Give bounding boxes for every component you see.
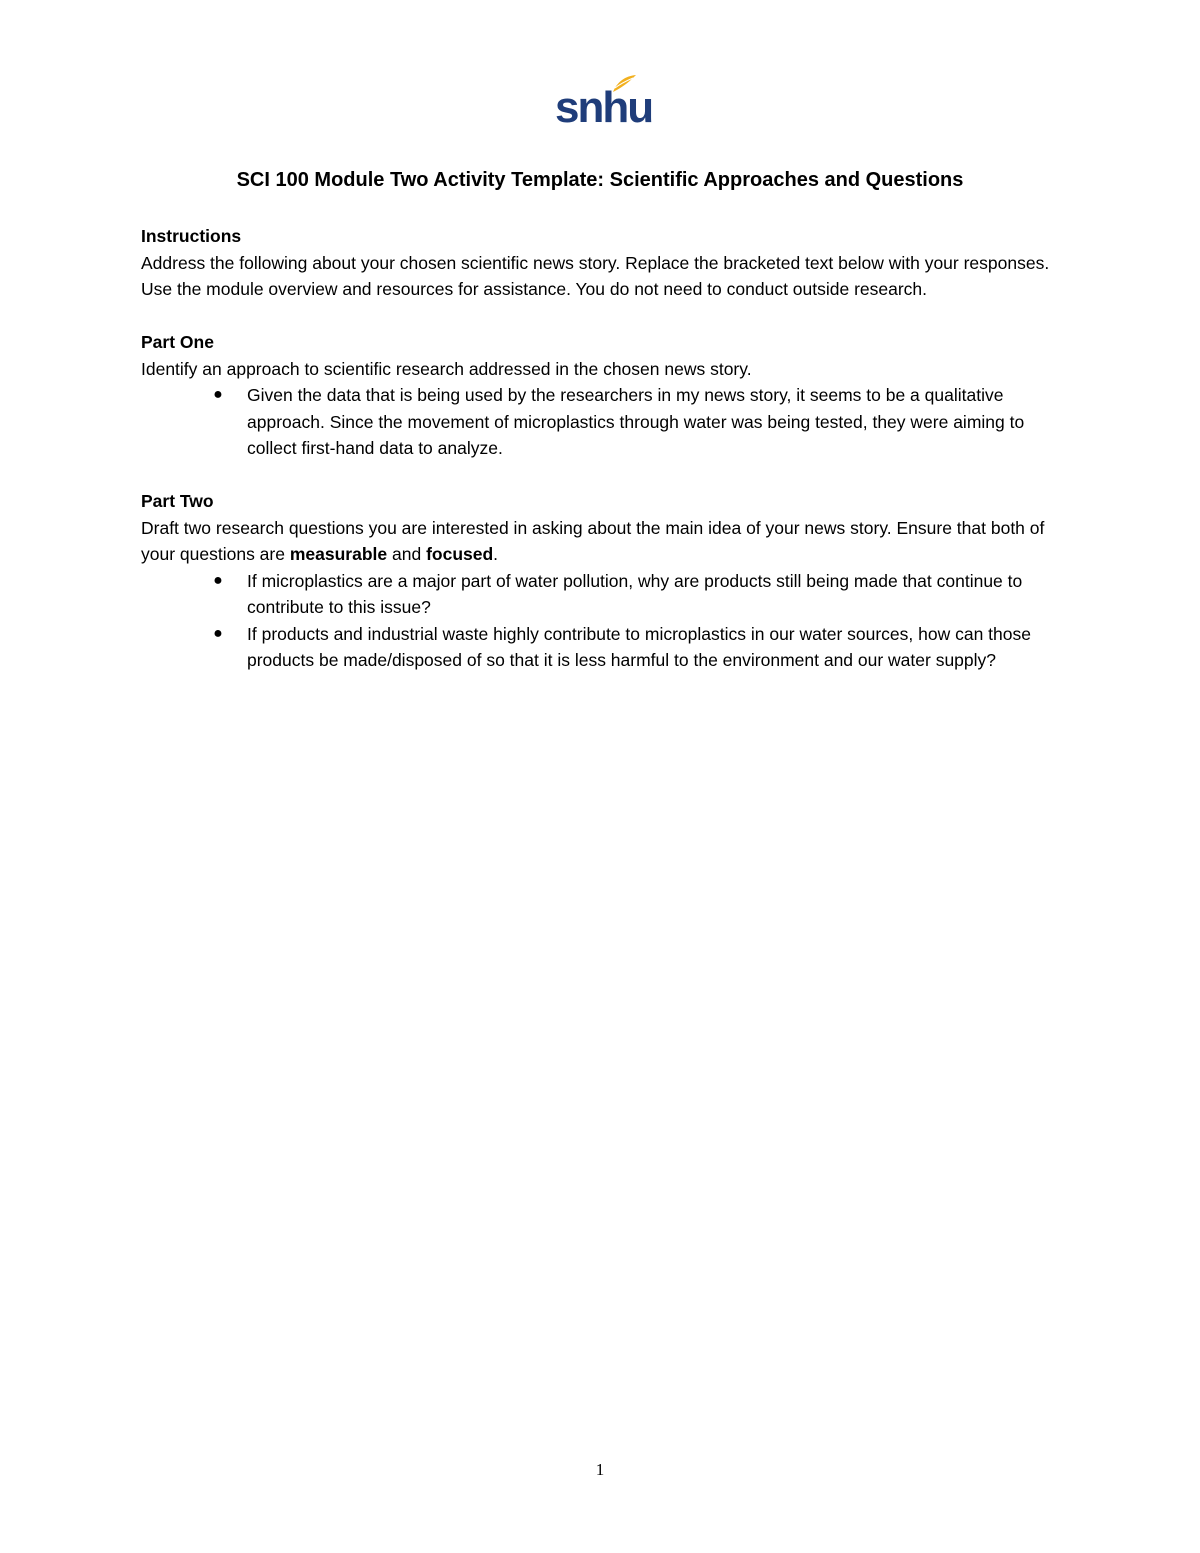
part-one-section (141, 329, 1061, 462)
prompt-emphasis-focused: focused (426, 544, 494, 564)
list-item (141, 568, 1061, 621)
part-two-section (141, 488, 1061, 674)
bullet-icon: ● (213, 624, 223, 642)
document-title: SCI 100 Module Two Activity Template: Scientific Approaches and Questions (236, 169, 964, 191)
prompt-emphasis-measurable: measurable (289, 544, 388, 564)
document-body (141, 223, 1061, 700)
instructions-section (141, 223, 1061, 303)
page-number: 1 (595, 1460, 605, 1479)
part-one-heading: Part One (141, 332, 214, 352)
instructions-text: Address the following about your chosen scientific news story. Replace the bracketed text below with your responses. Use the module overview and resources for assistance. You do not need to conduct outside research. (141, 252, 1050, 299)
part-two-answers (141, 568, 1061, 674)
prompt-text: Draft two research questions you are interested in asking about the main idea of your news story. Ensure that both of your questions are (141, 517, 1045, 564)
list-item (141, 621, 1061, 674)
list-item (141, 382, 1061, 462)
logo-wordmark: snhu (555, 83, 653, 132)
instructions-heading: Instructions (141, 226, 242, 246)
bullet-icon: ● (213, 571, 223, 589)
part-one-prompt: Identify an approach to scientific research addressed in the chosen news story. (141, 358, 752, 379)
snhu-logo (555, 74, 653, 134)
part-two-prompt (141, 515, 1061, 568)
part-two-heading: Part Two (141, 491, 214, 511)
part-one-answers (141, 382, 1061, 462)
bullet-icon: ● (213, 386, 223, 403)
answer-text: If microplastics are a major part of water pollution, why are products still being made that continue to contribute to this issue? (247, 570, 1023, 617)
prompt-text: and (387, 544, 427, 564)
answer-text: Given the data that is being used by the researchers in my news story, it seems to be a qualitative approach. Since the movement of microplastics through water was being tested, they were aiming to collect first-hand data to analyze. (247, 385, 1025, 458)
answer-text: If products and industrial waste highly contribute to microplastics in our water sources, how can those products be made/disposed of so that it is less harmful to the environment and our water supply? (247, 623, 1031, 670)
prompt-text: . (493, 544, 499, 564)
